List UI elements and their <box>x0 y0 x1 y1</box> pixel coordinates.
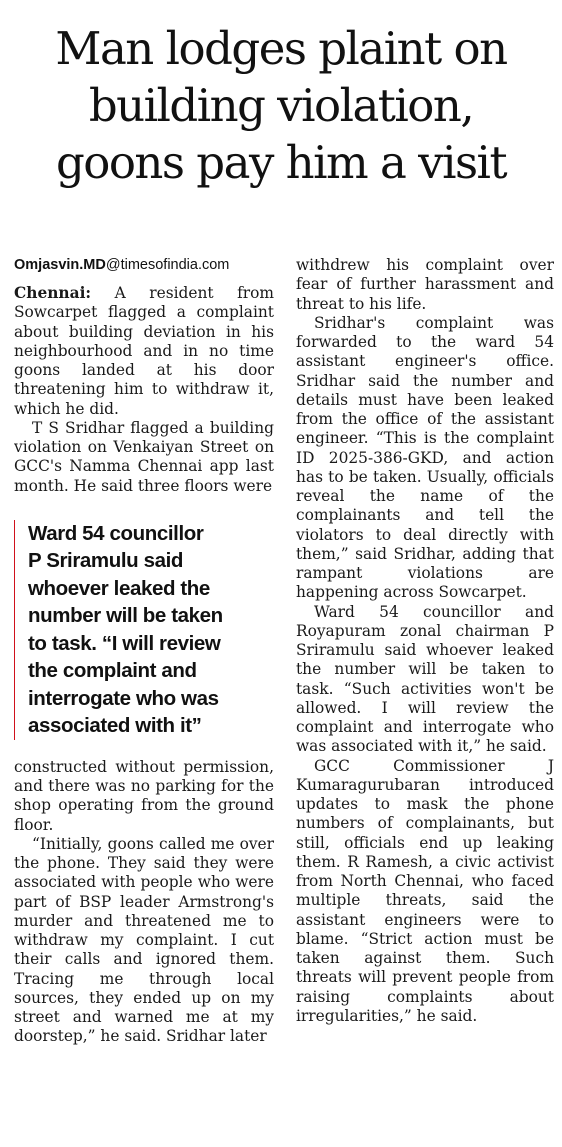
article-paragraph <box>296 603 554 757</box>
pull-quote <box>14 520 274 740</box>
pull-quote-line: to task. “I will review <box>28 631 221 655</box>
article-column-left <box>14 256 274 1147</box>
paragraph-text: Sridhar's complaint was forwarded to the ward 54 assistant engineer's office. Sridhar said the number and details must have been leaked from the office of the assistant engineer. “This is the complaint ID 2025-386-GKD, and action has to be taken. Usually, officials reveal the name of the complainants and tell the violators to deal directly with them,” said Sridhar, adding that rampant violations are happening across Sowcarpet. <box>296 313 554 602</box>
headline-line: goons pay him a visit <box>55 136 507 189</box>
article-paragraph <box>14 835 274 1047</box>
article-paragraph-continued <box>14 758 274 835</box>
paragraph-text: Ward 54 councillor and Royapuram zonal chairman P Sriramulu said whoever leaked the number will be taken to task. “Such activities won't be allowed. I will review the complaint and interrogate who was associated with it,” he said. <box>296 602 554 756</box>
article-paragraph <box>296 757 554 1027</box>
paragraph-text: A resident from Sowcarpet flagged a complaint about building deviation in his neighbourhood and in no time goons landed at his door threatening him to withdraw it, which he did. <box>14 284 274 418</box>
dateline: Chennai: <box>14 284 92 302</box>
pull-quote-line: Ward 54 councillor <box>28 521 204 545</box>
paragraph-text: constructed without permission, and there was no parking for the shop operating from the ground floor. <box>14 757 274 834</box>
pull-quote-line: the complaint and <box>28 659 197 683</box>
headline-line: building violation, <box>88 79 474 132</box>
paragraph-text: T S Sridhar flagged a building violation on Venkaiyan Street on GCC's Namma Chennai app last month. He said three floors were <box>14 418 274 495</box>
paragraph-text: “Initially, goons called me over the phone. They said they were associated with people who were part of BSP leader Armstrong's murder and threatened me to withdraw my complaint. I cut their calls and ignored them. Tracing me through local sources, they ended up on my street and warned me at my doorstep,” he said. Sridhar later <box>14 834 274 1046</box>
byline-domain: @timesofindia.com <box>105 257 230 273</box>
pull-quote-line: number will be taken <box>28 604 223 628</box>
pull-quote-line: P Sriramulu said <box>28 549 184 573</box>
byline-author: Omjasvin.MD <box>14 257 106 273</box>
byline <box>14 256 274 274</box>
article-paragraph <box>14 419 274 496</box>
headline <box>8 20 554 191</box>
pull-quote-line: whoever leaked the <box>28 576 210 600</box>
article-paragraph-continued <box>296 256 554 314</box>
article-column-right <box>296 256 554 1147</box>
article-paragraph <box>14 284 274 419</box>
paragraph-text: GCC Commissioner J Kumaragurubaran introduced updates to mask the phone numbers of complainants, but still, officials end up leaking them. R Ramesh, a civic activist from North Chennai, who faced multiple threats, said the assistant engineers were to blame. “Strict action must be taken against them. Such threats will prevent people from raising complaints about irregularities,” he said. <box>296 756 554 1025</box>
headline-line: Man lodges plaint on <box>55 22 507 75</box>
pull-quote-line: associated with it” <box>28 714 202 738</box>
pull-quote-line: interrogate who was <box>28 686 219 710</box>
article-paragraph <box>296 314 554 603</box>
paragraph-text: withdrew his complaint over fear of further harassment and threat to his life. <box>296 256 554 313</box>
